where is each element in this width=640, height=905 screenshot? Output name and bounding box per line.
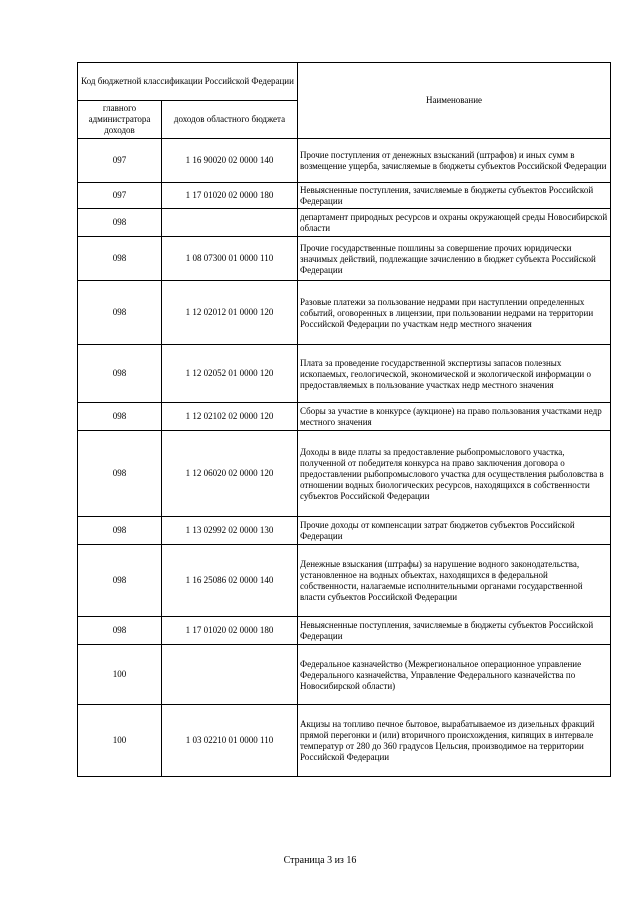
table-row xyxy=(78,281,611,345)
income-code: 1 17 01020 02 0000 180 xyxy=(162,183,298,209)
row-name: Прочие поступления от денежных взысканий (штрафов) и иных сумм в возмещение ущерба, зачисляемые в бюджеты субъектов Российской Федерации xyxy=(298,139,611,183)
row-name: Акцизы на топливо печное бытовое, вырабатываемое из дизельных фракций прямой перегонки и (или) вторичного происхождения, кипящих в интервале температур от 280 до 360 градусов Цельсия, производимое на территории Российской Федерации xyxy=(298,705,611,777)
income-code: 1 16 90020 02 0000 140 xyxy=(162,139,298,183)
admin-code: 097 xyxy=(78,183,162,209)
admin-code: 098 xyxy=(78,281,162,345)
admin-code: 098 xyxy=(78,517,162,545)
income-code: 1 03 02210 01 0000 110 xyxy=(162,705,298,777)
admin-code: 100 xyxy=(78,645,162,705)
row-name: Денежные взыскания (штрафы) за нарушение водного законодательства, установленное на водных объектах, находящихся в федеральной собственности, налагаемые исполнительными органами государственной власти субъектов Российской Федерации xyxy=(298,545,611,617)
row-name: Сборы за участие в конкурсе (аукционе) на право пользования участками недр местного значения xyxy=(298,403,611,431)
income-code: 1 17 01020 02 0000 180 xyxy=(162,617,298,645)
table-row xyxy=(78,139,611,183)
table-row xyxy=(78,431,611,517)
header-income: доходов областного бюджета xyxy=(162,101,298,139)
admin-code: 098 xyxy=(78,545,162,617)
page-number: Страница 3 из 16 xyxy=(283,855,357,866)
row-name: Прочие доходы от компенсации затрат бюджетов субъектов Российской Федерации xyxy=(298,517,611,545)
row-name: Невыясненные поступления, зачисляемые в бюджеты субъектов Российской Федерации xyxy=(298,183,611,209)
header-admin: главного администратора доходов xyxy=(78,101,162,139)
row-name: Плата за проведение государственной экспертизы запасов полезных ископаемых, геологической, экономической и экологической информации о предоставляемых в пользование участках недр местного значения xyxy=(298,345,611,403)
revenue-classification-table xyxy=(77,62,611,777)
row-name: Разовые платежи за пользование недрами при наступлении определенных событий, оговоренных в лицензии, при пользовании недрами на территории Российской Федерации по участкам недр местного значения xyxy=(298,281,611,345)
admin-code: 100 xyxy=(78,705,162,777)
income-code: 1 13 02992 02 0000 130 xyxy=(162,517,298,545)
admin-code: 098 xyxy=(78,237,162,281)
row-name: Федеральное казначейство (Межрегиональное операционное управление Федерального казначейства, Управление Федерального казначейства по Новосибирской области) xyxy=(298,645,611,705)
admin-code: 098 xyxy=(78,431,162,517)
row-name: департамент природных ресурсов и охраны окружающей среды Новосибирской области xyxy=(298,209,611,237)
row-name: Невыясненные поступления, зачисляемые в бюджеты субъектов Российской Федерации xyxy=(298,617,611,645)
admin-code: 098 xyxy=(78,403,162,431)
admin-code: 097 xyxy=(78,139,162,183)
income-code: 1 16 25086 02 0000 140 xyxy=(162,545,298,617)
income-code: 1 08 07300 01 0000 110 xyxy=(162,237,298,281)
table-row xyxy=(78,183,611,209)
header-code-group: Код бюджетной классификации Российской Федерации xyxy=(78,63,298,101)
table-row xyxy=(78,617,611,645)
row-name: Прочие государственные пошлины за совершение прочих юридически значимых действий, подлежащие зачислению в бюджет субъекта Российской Федерации xyxy=(298,237,611,281)
income-code: 1 12 02052 01 0000 120 xyxy=(162,345,298,403)
table-row xyxy=(78,237,611,281)
admin-code: 098 xyxy=(78,345,162,403)
table-row xyxy=(78,645,611,705)
table-row xyxy=(78,545,611,617)
table-row xyxy=(78,345,611,403)
table-row xyxy=(78,403,611,431)
income-code: 1 12 02102 02 0000 120 xyxy=(162,403,298,431)
admin-code: 098 xyxy=(78,617,162,645)
row-name: Доходы в виде платы за предоставление рыбопромыслового участка, полученной от победителя конкурса на право заключения договора о предоставлении рыбопромыслового участка для осуществления рыболовства в отношении водных биологических ресурсов, находящихся в собственности субъектов Российской Федерации xyxy=(298,431,611,517)
income-code xyxy=(162,209,298,237)
table-row xyxy=(78,517,611,545)
income-code xyxy=(162,645,298,705)
table-row xyxy=(78,209,611,237)
income-code: 1 12 06020 02 0000 120 xyxy=(162,431,298,517)
admin-code: 098 xyxy=(78,209,162,237)
header-name: Наименование xyxy=(298,63,611,139)
table-row xyxy=(78,705,611,777)
income-code: 1 12 02012 01 0000 120 xyxy=(162,281,298,345)
